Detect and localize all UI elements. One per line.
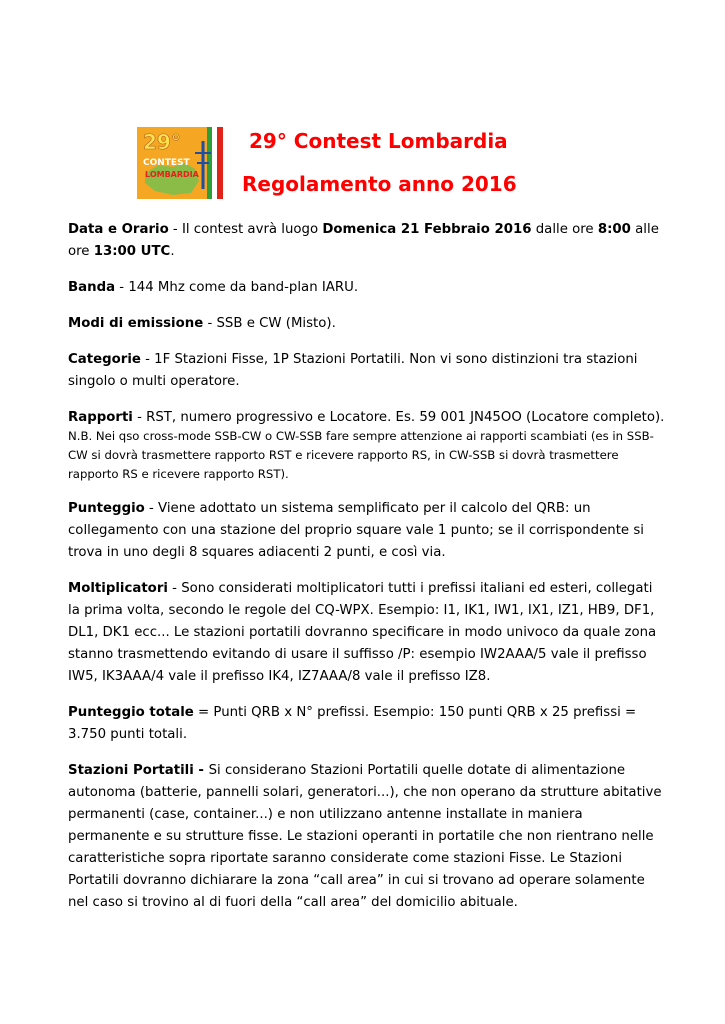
- section-categorie: [68, 349, 668, 393]
- section-moltiplicatori: [68, 578, 668, 688]
- label: Moltiplicatori: [68, 581, 168, 596]
- section-data-orario: [68, 219, 668, 263]
- logo-line2: LOMBARDIA: [145, 170, 199, 179]
- text: Si considerano Stazioni Portatili quelle dotate di alimentazione autonoma (batterie, pannelli solari, generatori...), che non operano da strutture abitative permanenti (case, container...) e non utilizzano antenne installate in maniera permanente e su strutture fisse. Le stazioni operanti in portatile che non rientrano nelle caratteristiche sopra riportate saranno considerate come stazioni Fisse. Le Stazioni Portatili dovranno dichiarare la zona “call area” in cui si trovano ad operare solamente nel caso si trovino al di fuori della “call area” del domicilio abituale.: [68, 763, 662, 910]
- date: Domenica 21 Febbraio 2016: [322, 222, 532, 237]
- start-time: 8:00: [597, 222, 631, 237]
- logo-number: 29°: [143, 130, 181, 154]
- label: Data e Orario: [68, 222, 169, 237]
- text: .: [170, 244, 175, 259]
- text: = Punti QRB x N° prefissi. Esempio: 150 punti QRB x 25 prefissi = 3.750 punti totali.: [68, 705, 637, 742]
- title-line2: Regolamento anno 2016: [242, 172, 517, 196]
- rapporti-note: N.B. Nei qso cross-mode SSB-CW o CW-SSB fare sempre attenzione ai rapporti scambiati (es in SSB-CW si dovrà trasmettere rapporto RST e ricevere rapporto RS, in CW-SSB si dovrà trasmettere rapporto RS e ricevere rapporto RST).: [68, 429, 654, 481]
- contest-logo: [137, 127, 223, 199]
- label: Punteggio totale: [68, 705, 194, 720]
- text: - SSB e CW (Misto).: [203, 316, 336, 331]
- logo-line1: CONTEST: [143, 158, 190, 168]
- text: - RST, numero progressivo e Locatore. Es. 59 001 JN45OO (Locatore completo).: [132, 410, 665, 425]
- text: alle ore: [68, 222, 659, 259]
- section-rapporti: [68, 407, 668, 429]
- label: Modi di emissione: [68, 316, 204, 331]
- end-time: 13:00 UTC: [93, 244, 171, 259]
- contest-logo-graphic: [137, 127, 223, 199]
- text: - 144 Mhz come da band-plan IARU.: [115, 280, 359, 295]
- title-line1: 29° Contest Lombardia: [249, 129, 508, 153]
- text: - Sono considerati moltiplicatori tutti i prefissi italiani ed esteri, collegati la prima volta, secondo le regole del CQ-WPX. Esempio: I1, IK1, IW1, IX1, IZ1, HB9, DF1, DL1, DK1 ecc... Le stazioni portatili dovranno specificare in modo univoco da quale zona stanno trasmettendo evitando di usare il suffisso /P: esempio IW2AAA/5 vale il prefisso IW5, IK3AAA/4 vale il prefisso IK4, IZ7AAA/8 vale il prefisso IZ8.: [68, 581, 657, 684]
- label: Categorie: [68, 352, 141, 367]
- section-punteggio: [68, 498, 668, 564]
- text: - Il contest avrà luogo: [168, 222, 323, 237]
- text: - Viene adottato un sistema semplificato per il calcolo del QRB: un collegamento con una stazione del proprio square vale 1 punto; se il corrispondente si trova in uno degli 8 squares adiacenti 2 punti, e così via.: [68, 501, 644, 560]
- section-modi: [68, 313, 668, 335]
- label: Rapporti: [68, 410, 133, 425]
- label: Banda: [68, 280, 116, 295]
- section-banda: [68, 277, 668, 299]
- section-stazioni-portatili: [68, 760, 668, 914]
- text: - 1F Stazioni Fisse, 1P Stazioni Portatili. Non vi sono distinzioni tra stazioni singolo o multi operatore.: [68, 352, 638, 389]
- text: dalle ore: [531, 222, 598, 237]
- section-punteggio-totale: [68, 702, 668, 746]
- rules-body: [68, 219, 668, 928]
- label: Stazioni Portatili -: [68, 763, 209, 778]
- label: Punteggio: [68, 501, 145, 516]
